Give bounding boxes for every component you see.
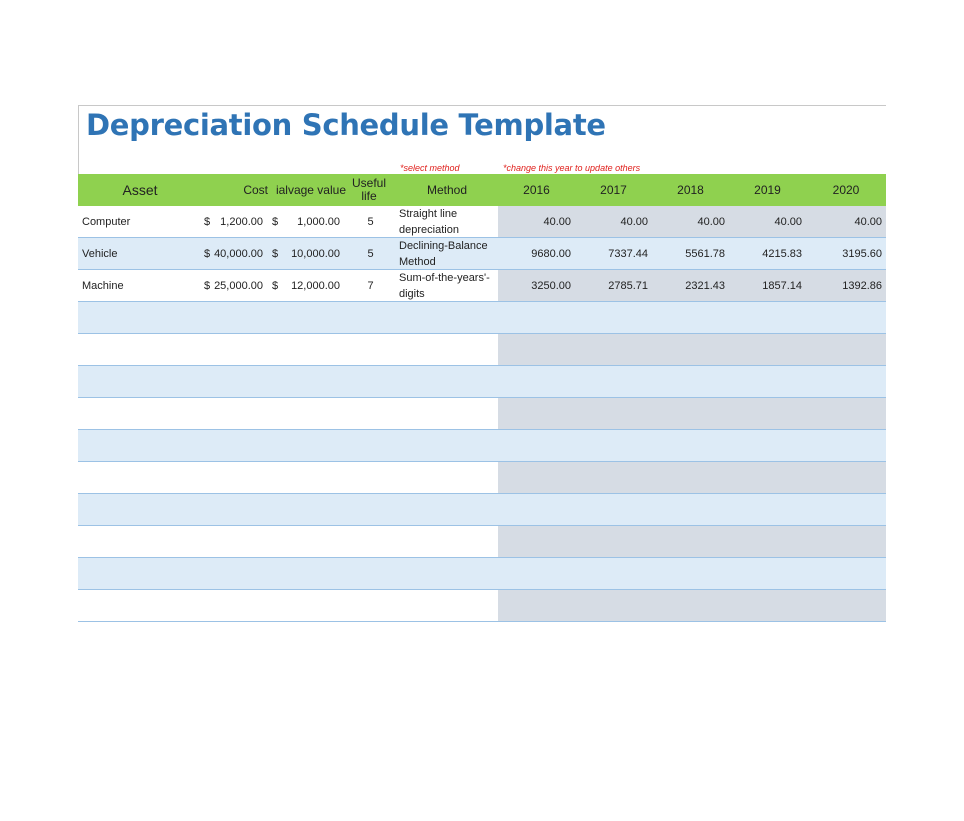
year-value-cell[interactable]: 40.00 [774, 215, 802, 228]
row-right-fill [498, 334, 886, 366]
cost-cell[interactable]: 40,000.00 [214, 247, 263, 260]
table-row [78, 590, 886, 622]
year-value-cell[interactable]: 40.00 [854, 215, 882, 228]
row-left-fill [78, 398, 498, 430]
row-left-fill [78, 558, 498, 590]
row-divider [78, 621, 886, 622]
row-left-fill [78, 302, 498, 334]
salvage-cell[interactable]: 1,000.00 [297, 215, 340, 228]
year-value-cell[interactable]: 7337.44 [608, 247, 648, 260]
table-row [78, 366, 886, 398]
salvage-symbol: $ [272, 215, 279, 228]
asset-cell[interactable]: Machine [82, 279, 124, 292]
salvage-cell[interactable]: 10,000.00 [291, 247, 340, 260]
row-left-fill [78, 462, 498, 494]
year-value-cell[interactable]: 3250.00 [531, 279, 571, 292]
cost-cell[interactable]: 1,200.00 [220, 215, 263, 228]
cost-symbol: $ [204, 279, 211, 292]
cost-symbol: $ [204, 215, 211, 228]
top-border [78, 105, 886, 106]
year-value-cell[interactable]: 40.00 [543, 215, 571, 228]
year-value-cell[interactable]: 3195.60 [842, 247, 882, 260]
select-method-note: *select method [400, 163, 460, 173]
table-row [78, 558, 886, 590]
table-row [78, 430, 886, 462]
row-left-fill [78, 334, 498, 366]
table-row [78, 238, 886, 270]
year-value-cell[interactable]: 40.00 [620, 215, 648, 228]
change-year-note: *change this year to update others [503, 163, 641, 173]
header-useful-life[interactable]: Useful life [351, 176, 386, 203]
header-year-3[interactable]: 2018 [677, 182, 704, 197]
header-year-5[interactable]: 2020 [832, 182, 860, 197]
useful-life-cell[interactable]: 5 [367, 215, 374, 228]
cost-cell[interactable]: 25,000.00 [214, 279, 263, 292]
year-value-cell[interactable]: 5561.78 [685, 247, 725, 260]
useful-life-cell[interactable]: 5 [367, 247, 374, 260]
salvage-symbol: $ [272, 247, 279, 260]
salvage-cell[interactable]: 12,000.00 [291, 279, 340, 292]
header-year-2[interactable]: 2017 [600, 182, 627, 197]
method-cell[interactable]: Straight line depreciation [399, 208, 459, 236]
method-cell[interactable]: Sum-of-the-years'-digits [399, 272, 490, 300]
row-right-fill [498, 590, 886, 622]
header-year-1[interactable]: 2016 [523, 182, 550, 197]
row-right-fill [498, 366, 886, 398]
header-method[interactable]: Method [426, 182, 468, 197]
cost-symbol: $ [204, 247, 211, 260]
row-left-fill [78, 430, 498, 462]
table-row [78, 462, 886, 494]
row-left-fill [78, 590, 498, 622]
row-right-fill [498, 494, 886, 526]
year-value-cell[interactable]: 2785.71 [608, 279, 648, 292]
table-row [78, 494, 886, 526]
row-right-fill [498, 462, 886, 494]
table-row [78, 302, 886, 334]
table-row [78, 398, 886, 430]
year-value-cell[interactable]: 4215.83 [762, 247, 802, 260]
asset-cell[interactable]: Computer [82, 215, 131, 228]
row-right-fill [498, 398, 886, 430]
row-right-fill [498, 430, 886, 462]
salvage-symbol: $ [272, 279, 279, 292]
table-row [78, 270, 886, 302]
table-row [78, 526, 886, 558]
row-right-fill [498, 558, 886, 590]
table-row [78, 334, 886, 366]
method-cell[interactable]: Declining-Balance Method [399, 240, 488, 268]
header-salvage-value[interactable]: ialvage value [275, 182, 346, 197]
year-value-cell[interactable]: 40.00 [697, 215, 725, 228]
sheet-title: Depreciation Schedule Template [86, 108, 606, 142]
year-value-cell[interactable]: 1857.14 [762, 279, 802, 292]
row-left-fill [78, 366, 498, 398]
header-cost[interactable]: Cost [243, 182, 268, 197]
row-right-fill [498, 302, 886, 334]
header-asset[interactable]: Asset [122, 181, 158, 198]
header-year-4[interactable]: 2019 [754, 182, 781, 197]
year-value-cell[interactable]: 1392.86 [842, 279, 882, 292]
year-value-cell[interactable]: 9680.00 [531, 247, 571, 260]
row-left-fill [78, 526, 498, 558]
useful-life-cell[interactable]: 7 [367, 279, 374, 292]
row-right-fill [498, 526, 886, 558]
year-value-cell[interactable]: 2321.43 [685, 279, 725, 292]
row-left-fill [78, 494, 498, 526]
table-row [78, 206, 886, 238]
asset-cell[interactable]: Vehicle [82, 247, 118, 260]
table-header [78, 174, 886, 206]
